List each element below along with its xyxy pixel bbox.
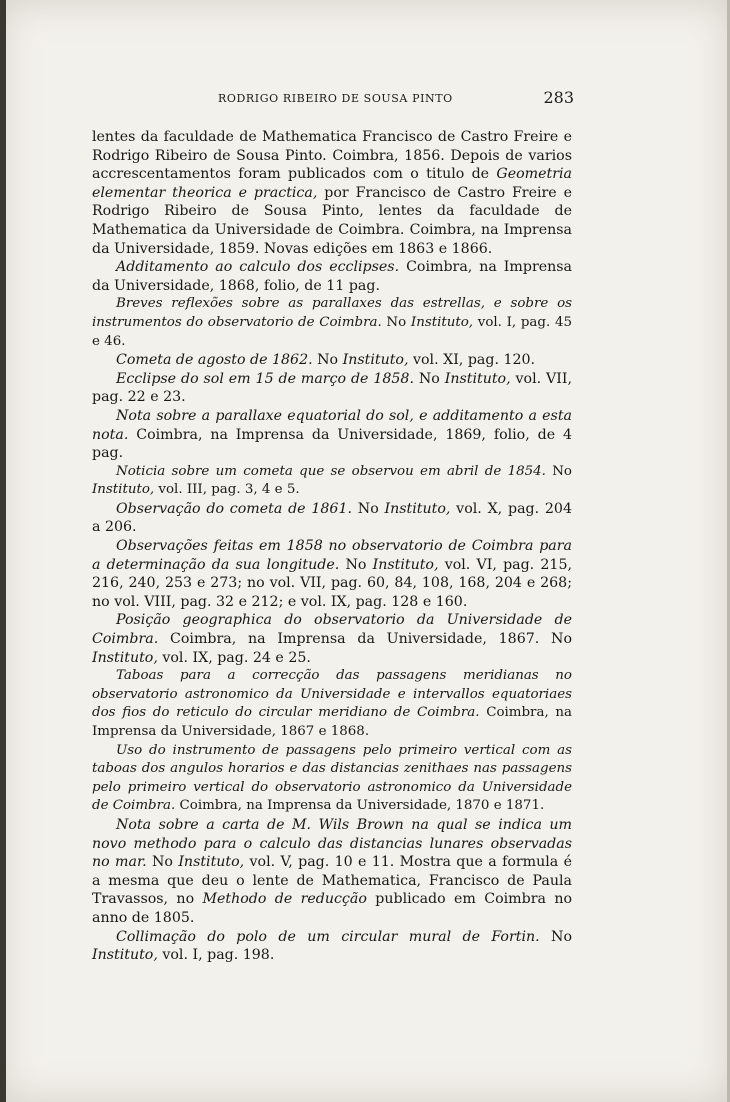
entry-nota-carta — [92, 816, 572, 928]
entry-details: Coimbra, na Imprensa da Universidade, 1870 e 1871. — [175, 798, 545, 814]
journal-name: Instituto, — [178, 854, 245, 871]
entry-details: No — [381, 314, 411, 330]
entry-collimacao — [92, 928, 572, 965]
entry-details: No — [539, 928, 573, 945]
entry-title: Additamento ao calculo dos ecclipses. — [116, 259, 400, 276]
entry-title: Ecclipse do sol em 15 de março de 1858. — [116, 370, 414, 387]
entry-details: Coimbra, na Imprensa da Universidade, 1868, folio, de 11 pag. — [92, 259, 573, 294]
entry-details: No — [339, 556, 373, 573]
entry-title: Nota sobre a carta de M. Wils Brown na qual se indica um novo methodo para o calculo das distancias lunares observadas no mar. — [92, 816, 572, 871]
journal-name: Instituto, — [372, 556, 439, 573]
entry-title: Observações feitas em 1858 no observatorio de Coimbra para a determinação da sua longitude. — [92, 538, 572, 573]
entry-details: publicado em Coimbra no anno de 1805. — [92, 891, 572, 926]
entry-details: No — [351, 500, 385, 517]
entry-details: vol. V, pag. 10 e 11. Mostra que a formula é a mesma que deu o lente de Mathematica, Francisco de Paula Travassos, no — [92, 854, 572, 908]
journal-name: Instituto, — [92, 649, 158, 666]
entry-title: Taboas para a correcção das passagens meridianas no observatorio astronomico da Universidade e intervallos equatoriaes dos fios do reticulo do circular meridiano de Coimbra. — [92, 668, 572, 721]
entry-details: vol. VII, pag. 22 e 23. — [92, 370, 572, 406]
entry-nota-parallaxe — [92, 407, 572, 463]
entry-noticia-cometa — [92, 463, 572, 500]
body-text — [92, 128, 572, 965]
page-binding-edge — [0, 0, 6, 1102]
entry-title: Collimação do polo de um circular mural de Fortin. — [116, 928, 540, 945]
title-italic: Geometria elementar theorica e practica, — [92, 166, 572, 201]
entry-observacao-1861 — [92, 500, 572, 537]
entry-taboas — [92, 667, 572, 741]
entry-title: Cometa de agosto de 1862. — [116, 352, 313, 369]
entry-details: No — [312, 352, 343, 369]
entry-details: No — [545, 463, 572, 479]
entry-details: Coimbra, na Imprensa da Universidade, 1867. No — [158, 631, 572, 648]
journal-name: Instituto, — [410, 314, 474, 330]
journal-name: Instituto, — [92, 482, 155, 498]
work-title: Methodo de reducção — [202, 891, 367, 908]
entry-details: Coimbra, na Imprensa da Universidade, 1869, folio, de 4 pag. — [92, 426, 572, 462]
journal-name: Instituto, — [342, 352, 409, 369]
entry-details: Coimbra, na Imprensa da Universidade, 1867 e 1868. — [92, 705, 573, 739]
entry-details: No — [146, 854, 179, 871]
entry-breves-reflexoes — [92, 295, 572, 351]
text-run: por Francisco de Castro Freire e Rodrigo Ribeiro de Sousa Pinto, lentes da faculdade de Mathematica da Universidade de Coimbra. Coimbra, na Imprensa da Universidade, 1859. Novas edições em 1863 e 1866. — [92, 184, 573, 257]
entry-details: vol. I, pag. 198. — [157, 947, 275, 964]
entry-details: vol. I, pag. 45 e 46. — [92, 314, 572, 349]
entry-details: vol. IX, pag. 24 e 25. — [157, 649, 311, 666]
entry-title: Breves reflexões sobre as parallaxes das estrellas, e sobre os instrumentos do observatorio de Coimbra. — [92, 296, 572, 330]
entry-details: No — [413, 370, 445, 387]
journal-name: Instituto, — [384, 500, 451, 517]
entry-title: Nota sobre a parallaxe equatorial do sol, e additamento a esta nota. — [92, 407, 572, 443]
entry-ecclipse-1858 — [92, 370, 572, 407]
entry-details: vol. III, pag. 3, 4 e 5. — [154, 482, 300, 498]
paragraph-geometria — [92, 128, 572, 258]
journal-name: Instituto, — [444, 370, 511, 387]
page-header — [218, 88, 574, 110]
entry-additamento — [92, 258, 572, 295]
journal-name: Instituto, — [92, 947, 158, 964]
entry-title: Noticia sobre um cometa que se observou em abril de 1854. — [116, 463, 546, 479]
entry-title: Posição geographica do observatorio da Universidade de Coimbra. — [92, 612, 572, 648]
entry-posicao-geographica — [92, 611, 572, 667]
entry-details: vol. VI, pag. 215, 216, 240, 253 e 273; no vol. VII, pag. 60, 84, 108, 168, 204 e 268; no vol. VIII, pag. 32 e 212; e vol. IX, pag. 128 e 160. — [92, 556, 572, 610]
entry-title: Observação do cometa de 1861. — [116, 500, 352, 517]
page-number: 283 — [543, 88, 574, 107]
running-head: RODRIGO RIBEIRO DE SOUSA PINTO — [218, 92, 453, 105]
entry-cometa-1862 — [92, 351, 572, 370]
entry-title: Uso do instrumento de passagens pelo primeiro vertical com as taboas dos angulos horarios e das distancias zenithaes nas passagens pelo primeiro vertical do observatorio astronomico da Universidade de Coimbra. — [92, 742, 572, 814]
entry-details: vol. XI, pag. 120. — [408, 352, 536, 369]
text-run: lentes da faculdade de Mathematica Francisco de Castro Freire e Rodrigo Ribeiro de Sousa Pinto. Coimbra, 1856. Depois de varios accrescentamentos foram publicados com o titulo de — [92, 129, 572, 183]
entry-observacoes-1858 — [92, 537, 572, 611]
entry-uso-instrumento — [92, 742, 572, 816]
entry-details: vol. X, pag. 204 a 206. — [92, 500, 572, 536]
